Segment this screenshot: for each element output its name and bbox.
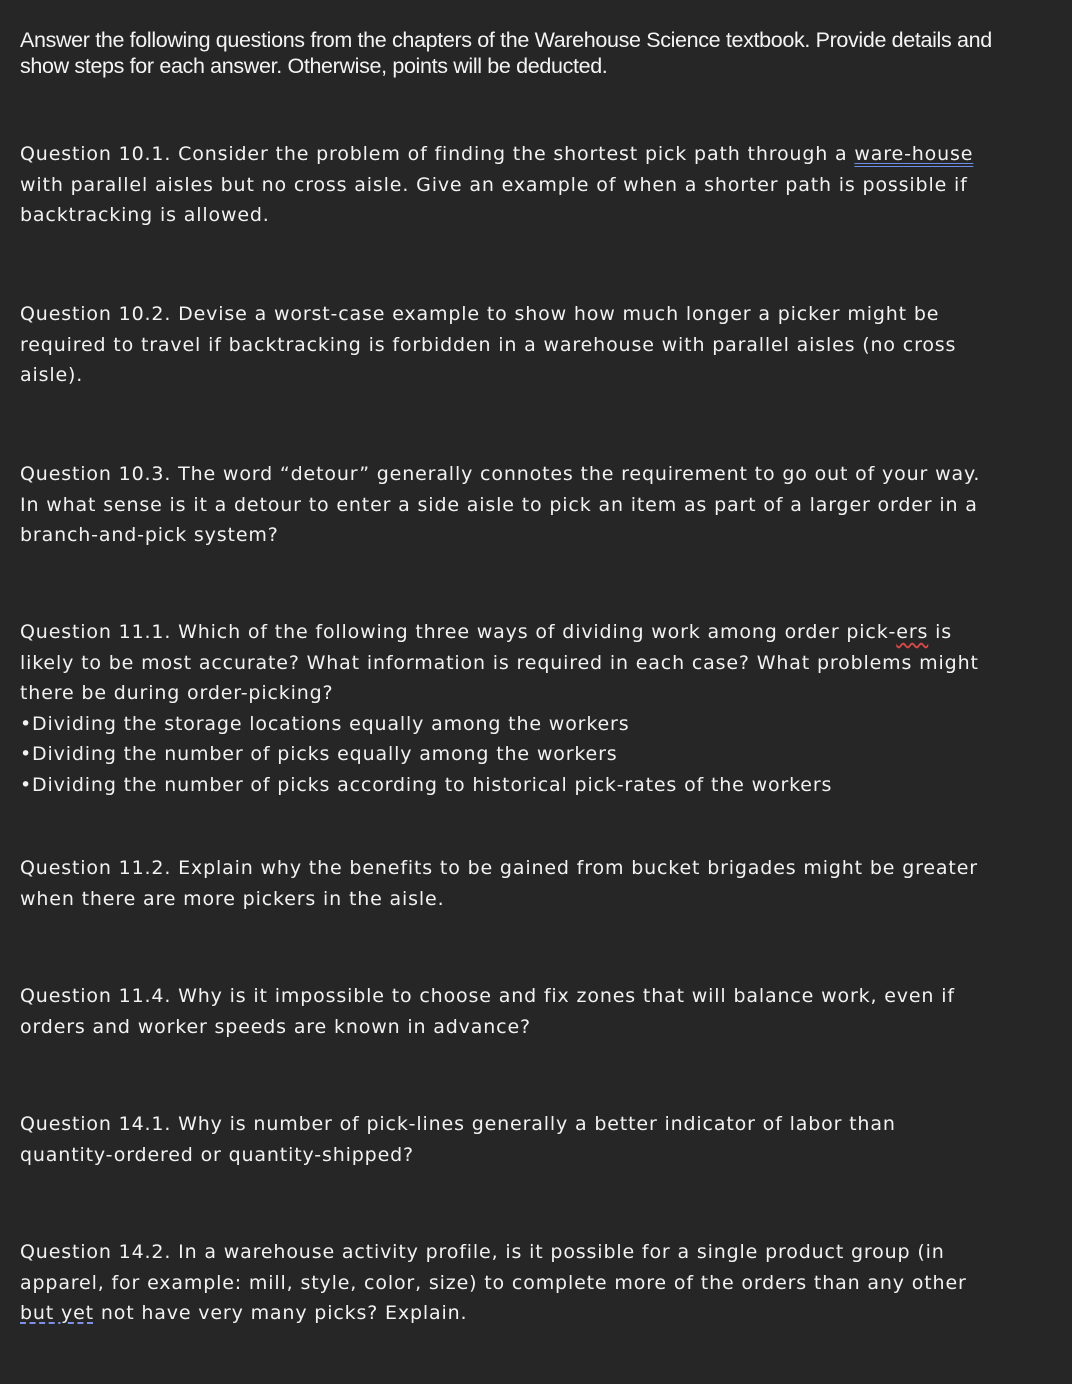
question-11-1: [20, 617, 1050, 800]
question-line: required to travel if backtracking is forbidden in a warehouse with parallel aisles (no cross: [20, 333, 957, 356]
grammar-marked-phrase[interactable]: but yet: [20, 1302, 94, 1324]
question-10-1: [20, 139, 1050, 231]
question-line: orders and worker speeds are known in advance?: [20, 1015, 531, 1038]
question-14-1: [20, 1109, 1050, 1170]
question-line: likely to be most accurate? What information is required in each case? What problems might: [20, 651, 979, 674]
question-line: backtracking is allowed.: [20, 204, 270, 226]
bullet-item: •Dividing the storage locations equally among the workers: [20, 712, 630, 735]
question-line: with parallel aisles but no cross aisle. Give an example of when a shorter path is possible if: [20, 173, 968, 196]
question-line: Question 10.3. The word “detour” generally connotes the requirement to go out of your way.: [20, 463, 981, 485]
spellcheck-marked-word[interactable]: ers: [896, 621, 929, 643]
question-line: quantity-ordered or quantity-shipped?: [20, 1143, 414, 1166]
question-10-3: [20, 459, 1050, 551]
question-text: not have very many picks? Explain.: [93, 1302, 468, 1324]
question-text: is: [928, 621, 953, 643]
question-line: apparel, for example: mill, style, color, size) to complete more of the orders than any other: [20, 1271, 967, 1294]
question-line: there be during order-picking?: [20, 682, 334, 704]
question-line: when there are more pickers in the aisle.: [20, 887, 445, 910]
question-text: Question 10.1. Consider the problem of finding the shortest pick path through a: [20, 143, 855, 165]
question-11-2: [20, 853, 1050, 914]
bullet-item: •Dividing the number of picks according to historical pick-rates of the workers: [20, 773, 833, 796]
question-line: Question 14.2. In a warehouse activity profile, is it possible for a single product group (in: [20, 1241, 945, 1263]
instructions-line: Answer the following questions from the chapters of the Warehouse Science textbook. Provide details and: [20, 28, 992, 52]
spellcheck-marked-word[interactable]: ware-house: [854, 143, 974, 165]
question-line: branch-and-pick system?: [20, 524, 279, 546]
question-text: Question 11.1. Which of the following three ways of dividing work among order pick-: [20, 621, 897, 643]
instructions-paragraph: [20, 27, 1060, 79]
question-14-2: [20, 1237, 1050, 1329]
bullet-item: •Dividing the number of picks equally among the workers: [20, 743, 618, 765]
question-line: [20, 617, 1050, 648]
question-line: [20, 1298, 1050, 1329]
question-line: In what sense is it a detour to enter a side aisle to pick an item as part of a larger order in a: [20, 493, 978, 516]
question-line: aisle).: [20, 364, 84, 386]
question-line: Question 11.2. Explain why the benefits to be gained from bucket brigades might be greater: [20, 857, 978, 879]
question-line: Question 11.4. Why is it impossible to choose and fix zones that will balance work, even if: [20, 985, 955, 1007]
question-line: Question 10.2. Devise a worst-case example to show how much longer a picker might be: [20, 303, 940, 325]
question-11-4: [20, 981, 1050, 1042]
question-line: Question 14.1. Why is number of pick-lines generally a better indicator of labor than: [20, 1113, 896, 1135]
question-10-2: [20, 299, 1050, 391]
instructions-line: show steps for each answer. Otherwise, points will be deducted.: [20, 54, 608, 78]
question-line: [20, 139, 1050, 170]
